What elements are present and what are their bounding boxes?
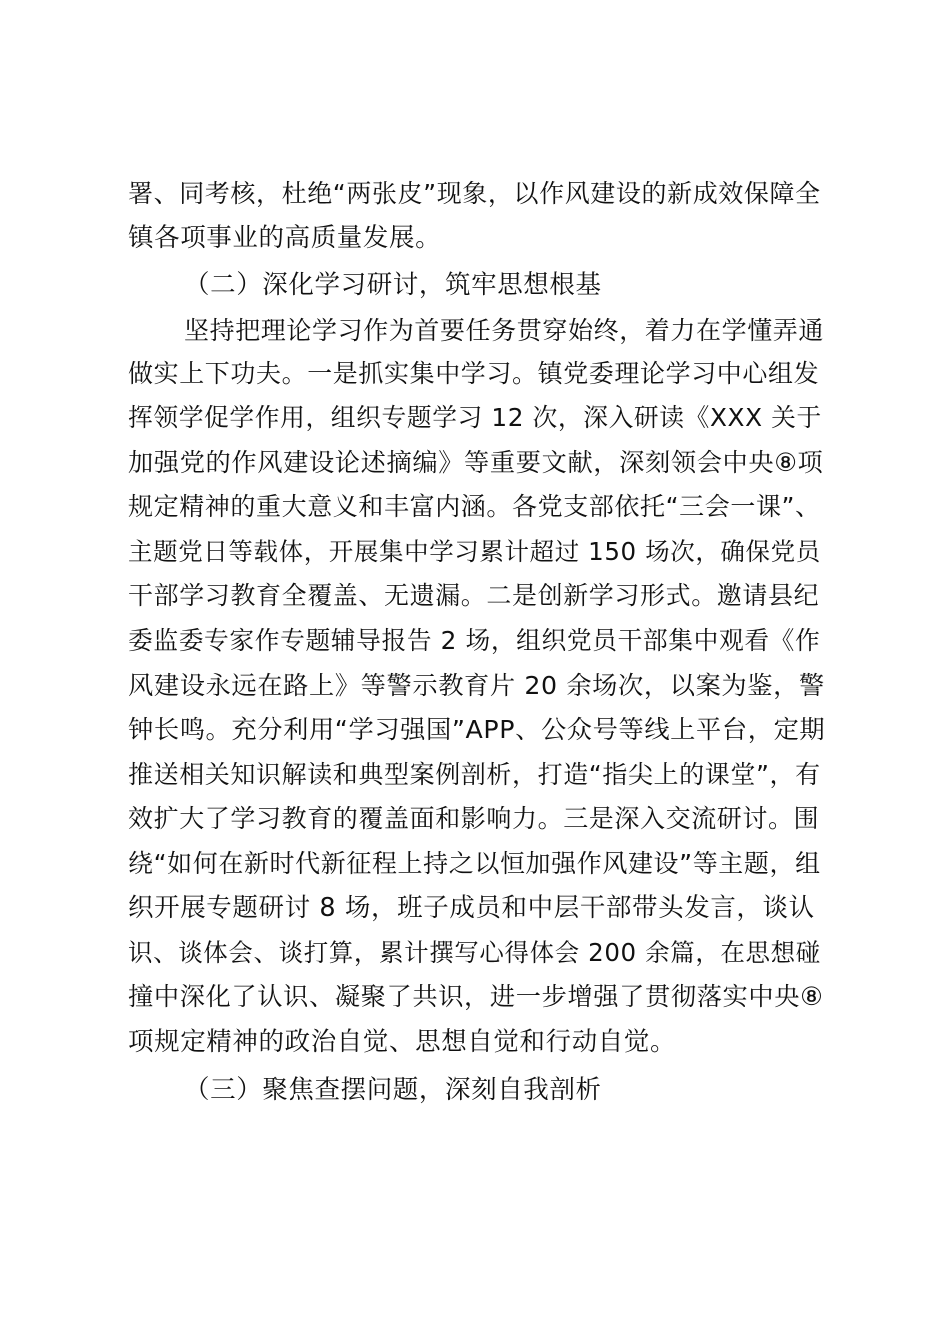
paragraph-line-11: 风建设永远在路上》等警示教育片 20 余场次，以案为鉴，警 (128, 671, 825, 700)
paragraph-line-3: 坚持把理论学习作为首要任务贯穿始终，着力在学懂弄通 (184, 316, 825, 345)
paragraph-line-13: 推送相关知识解读和典型案例剖析，打造“指尖上的课堂”，有 (128, 760, 821, 789)
paragraph-line-7: 规定精神的重大意义和丰富内涵。各党支部依托“三会一课”、 (128, 492, 821, 521)
paragraph-line-9: 干部学习教育全覆盖、无遗漏。二是创新学习形式。邀请县纪 (128, 581, 820, 610)
paragraph-line-12: 钟长鸣。充分利用“学习强国”APP、公众号等线上平台，定期 (128, 715, 826, 744)
paragraph-line-18: 撞中深化了认识、凝聚了共识，进一步增强了贯彻落实中央⑧ (128, 982, 824, 1011)
paragraph-line-5: 挥领学促学作用，组织专题学习 12 次，深入研读《XXX 关于 (128, 403, 822, 432)
paragraph-line-17: 识、谈体会、谈打算，累计撰写心得体会 200 余篇，在思想碰 (128, 938, 821, 967)
paragraph-line-19: 项规定精神的政治自觉、思想自觉和行动自觉。 (128, 1027, 677, 1057)
paragraph-line-4: 做实上下功夫。一是抓实集中学习。镇党委理论学习中心组发 (128, 359, 820, 388)
paragraph-line-10: 委监委专家作专题辅导报告 2 场，组织党员干部集中观看《作 (128, 626, 821, 655)
paragraph-line-16: 织开展专题研讨 8 场，班子成员和中层干部带头发言，谈认 (128, 893, 815, 923)
paragraph-line-15: 绕“如何在新时代新征程上持之以恒加强作风建设”等主题，组 (128, 849, 821, 878)
paragraph-line-1: 署、同考核，杜绝“两张皮”现象，以作风建设的新成效保障全 (128, 179, 821, 208)
section-heading-2: （二）深化学习研讨，筑牢思想根基 (184, 270, 602, 300)
paragraph-line-6: 加强党的作风建设论述摘编》等重要文献，深刻领会中央⑧项 (128, 448, 824, 477)
section-heading-3: （三）聚焦查摆问题，深刻自我剖析 (184, 1075, 602, 1105)
paragraph-line-14: 效扩大了学习教育的覆盖面和影响力。三是深入交流研讨。围 (128, 804, 820, 833)
paragraph-line-2: 镇各项事业的高质量发展。 (128, 223, 442, 253)
paragraph-line-8: 主题党日等载体，开展集中学习累计超过 150 场次，确保党员 (128, 537, 821, 566)
